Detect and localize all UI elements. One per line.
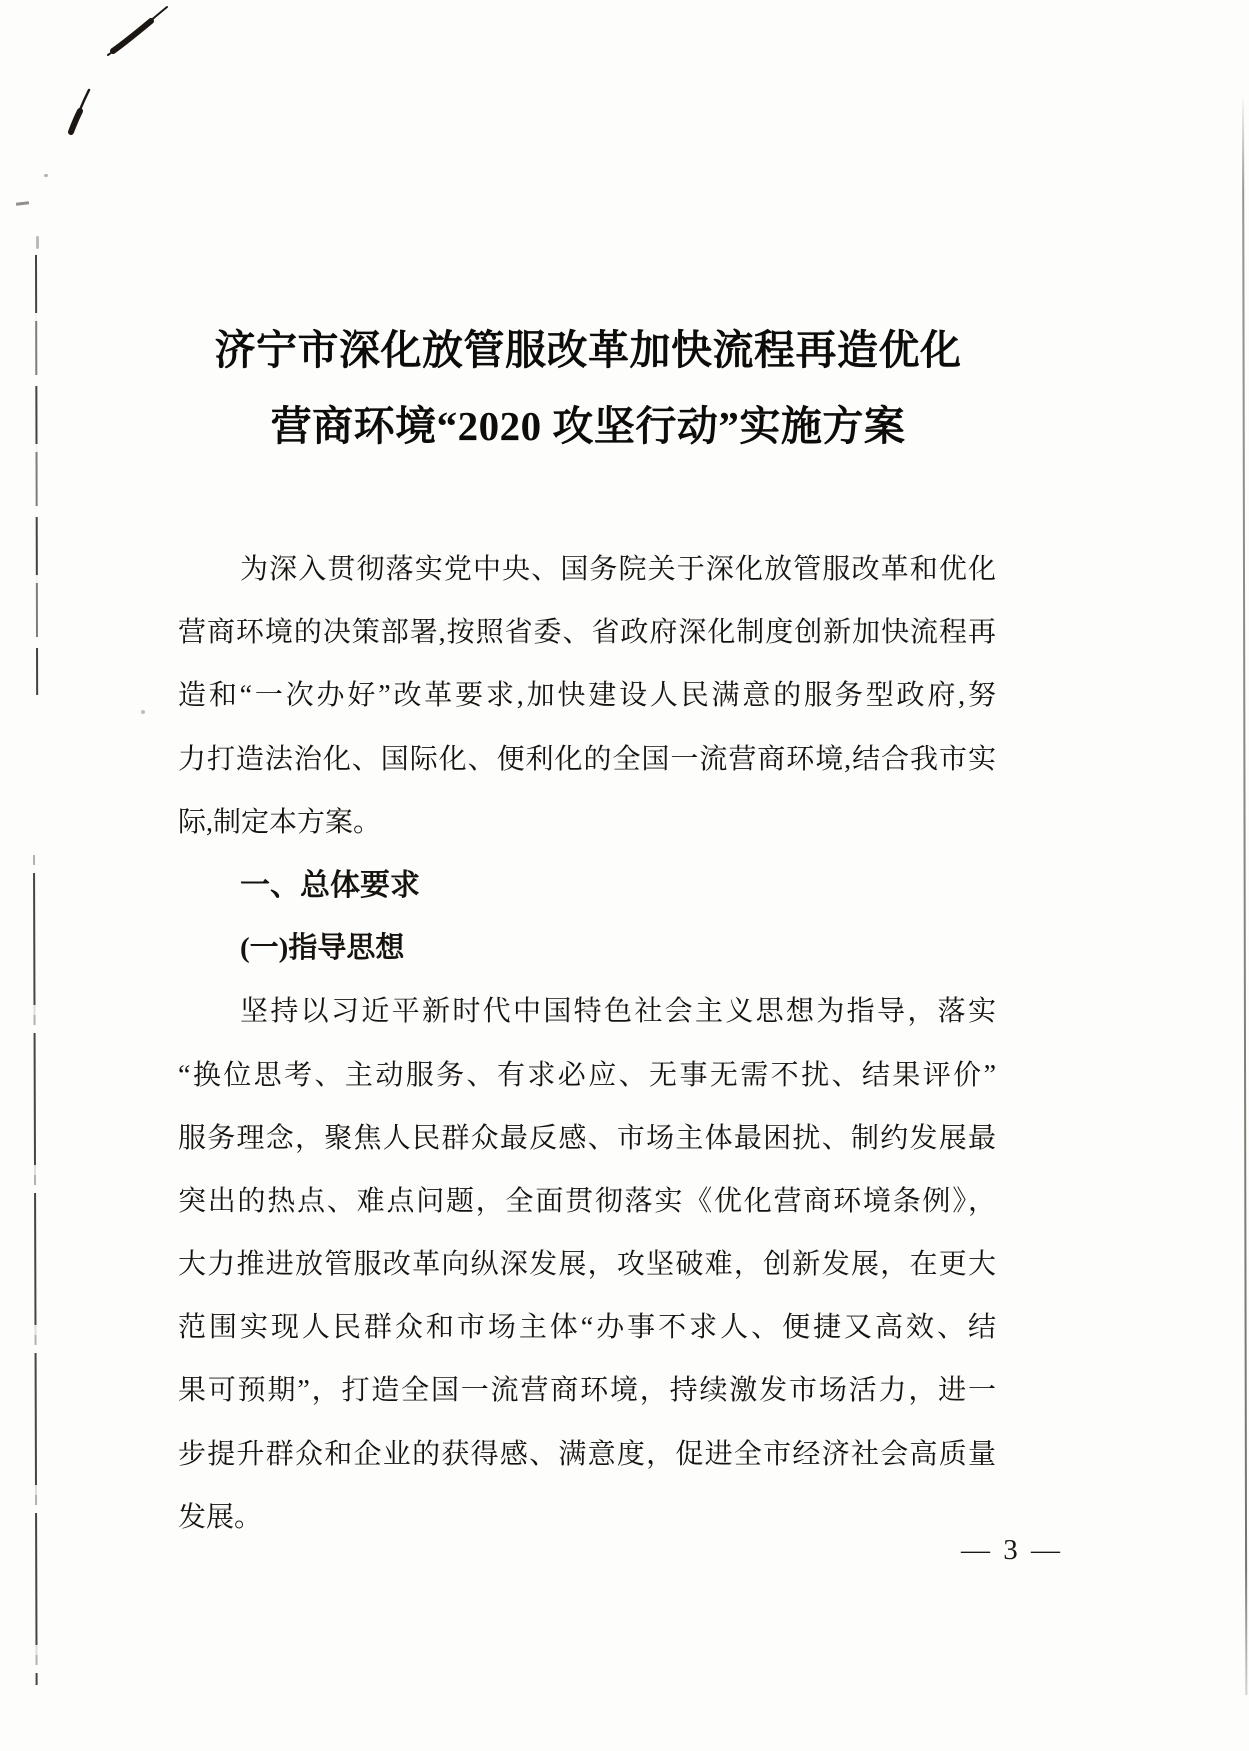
document-title <box>178 312 998 464</box>
scan-speck <box>16 201 29 206</box>
scan-edge-line-left <box>33 855 38 1685</box>
subsection-heading: (一)指导思想 <box>240 932 405 965</box>
body-line: 步提升群众和企业的获得感、满意度，促进全市经济社会高质量 <box>178 1438 996 1470</box>
scan-speck <box>141 710 145 714</box>
document-body <box>178 538 996 1549</box>
section-heading: 一、总体要求 <box>240 868 420 902</box>
body-line: 果可预期”，打造全国一流营商环境，持续激发市场活力，进一 <box>178 1375 996 1407</box>
body-line: 范围实现人民群众和市场主体“办事不求人、便捷又高效、结 <box>178 1312 996 1344</box>
body-line: 际,制定本方案。 <box>178 806 382 838</box>
document-title-line-2: 营商环境“2020 攻坚行动”实施方案 <box>270 403 906 449</box>
body-line: “换位思考、主动服务、有求必应、无事无需不扰、结果评价” <box>178 1059 996 1091</box>
scan-edge-line-right <box>1242 95 1247 1695</box>
body-line: 发展。 <box>178 1501 263 1533</box>
scan-speck <box>36 236 39 249</box>
pen-stroke-icon <box>103 3 173 63</box>
body-line: 营商环境的决策部署,按照省委、省政府深化制度创新加快流程再 <box>178 617 996 649</box>
body-line: 造和“一次办好”改革要求,加快建设人民满意的服务型政府,努 <box>178 680 996 712</box>
pen-stroke-small-icon <box>64 86 96 138</box>
body-line: 突出的热点、难点问题，全面贯彻落实《优化营商环境条例》， <box>178 1185 996 1217</box>
body-line: 服务理念，聚焦人民群众最反感、市场主体最困扰、制约发展最 <box>178 1122 996 1154</box>
document-title-line-1: 济宁市深化放管服改革加快流程再造优化 <box>214 327 962 373</box>
scan-edge-line-left <box>35 255 38 695</box>
body-line: 力打造法治化、国际化、便利化的全国一流营商环境,结合我市实 <box>178 743 996 775</box>
page-number: — 3 — <box>961 1534 1063 1566</box>
scan-speck <box>44 174 48 177</box>
body-line: 坚持以习近平新时代中国特色社会主义思想为指导，落实 <box>240 996 996 1028</box>
body-line: 为深入贯彻落实党中央、国务院关于深化放管服改革和优化 <box>240 554 996 585</box>
body-line: 大力推进放管服改革向纵深发展，攻坚破难，创新发展，在更大 <box>178 1249 996 1281</box>
